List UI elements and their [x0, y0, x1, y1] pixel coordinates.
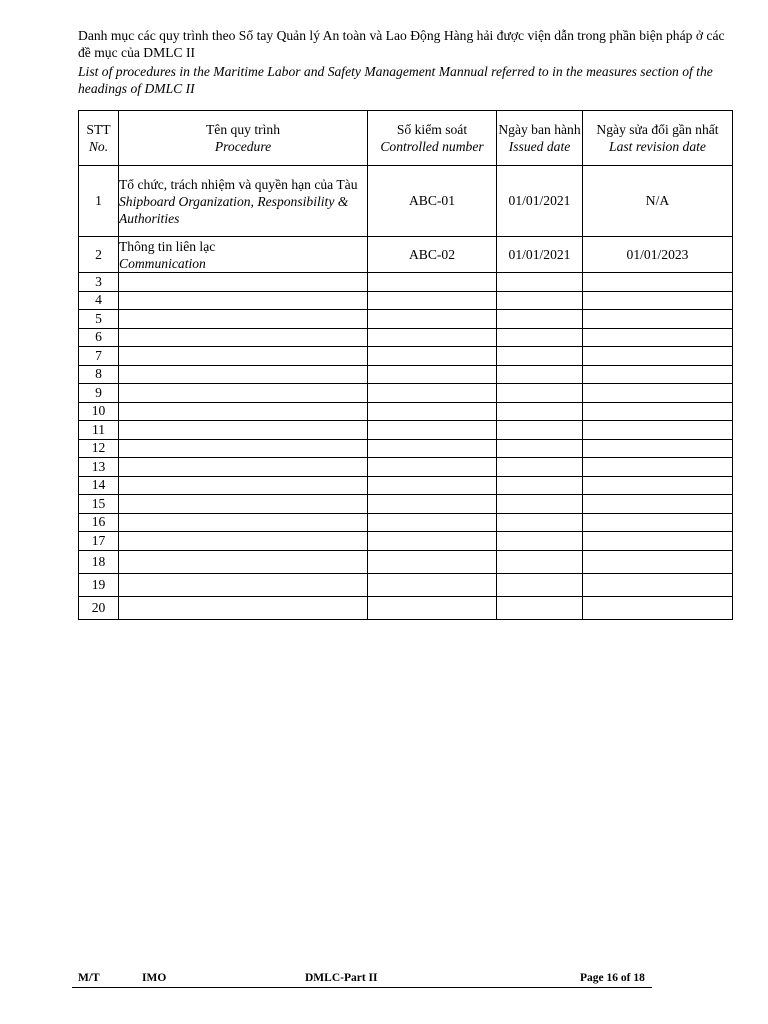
cell-last-revision-date: [583, 596, 733, 619]
table-row: [79, 573, 733, 596]
table-row: [79, 291, 733, 310]
cell-no: 8: [79, 365, 119, 384]
table-row: [79, 237, 733, 273]
cell-issued-date: [497, 365, 583, 384]
cell-procedure: [119, 513, 368, 532]
table-row: [79, 550, 733, 573]
cell-procedure: [119, 421, 368, 440]
cell-procedure-en: Shipboard Organization, Responsibility & Authorities: [119, 193, 349, 226]
footer-vessel-type: M/T: [78, 972, 100, 984]
cell-last-revision-date: [583, 384, 733, 403]
cell-no: 3: [79, 273, 119, 292]
table-row: [79, 458, 733, 477]
cell-last-revision-date: [583, 291, 733, 310]
cell-procedure: [119, 532, 368, 551]
header-controlled-number: [368, 111, 497, 166]
cell-last-revision-date: [583, 365, 733, 384]
cell-last-revision-date: [583, 495, 733, 514]
cell-last-revision-date: [583, 439, 733, 458]
cell-no: 11: [79, 421, 119, 440]
cell-issued-date: [497, 532, 583, 551]
cell-controlled-number: [368, 402, 497, 421]
cell-no: 19: [79, 573, 119, 596]
cell-controlled-number: [368, 347, 497, 366]
cell-last-revision-date: [583, 273, 733, 292]
cell-procedure: [119, 273, 368, 292]
cell-last-revision-date: [583, 328, 733, 347]
cell-controlled-number: [368, 439, 497, 458]
cell-no: 13: [79, 458, 119, 477]
cell-controlled-number: [368, 328, 497, 347]
table-row: [79, 166, 733, 237]
cell-no: 9: [79, 384, 119, 403]
cell-last-revision-date: 01/01/2023: [583, 237, 733, 273]
header-procedure-en: Procedure: [214, 139, 272, 154]
cell-procedure: [119, 328, 368, 347]
cell-no: 15: [79, 495, 119, 514]
cell-no: 2: [79, 237, 119, 273]
intro-vietnamese: Danh mục các quy trình theo Sổ tay Quản lý An toàn và Lao Động Hàng hải được viện dẫn trong phần biện pháp ở các đề mục của DMLC II: [78, 28, 725, 60]
cell-issued-date: [497, 347, 583, 366]
header-controlled-number-en: Controlled number: [380, 139, 484, 154]
intro-english: List of procedures in the Maritime Labor and Safety Management Mannual referred to in the measures section of the headings of DMLC II: [78, 64, 713, 96]
cell-no: 7: [79, 347, 119, 366]
cell-issued-date: 01/01/2021: [497, 166, 583, 237]
table-row: [79, 347, 733, 366]
cell-procedure: [119, 495, 368, 514]
table-row: [79, 310, 733, 329]
cell-procedure: [119, 347, 368, 366]
cell-no: 1: [79, 166, 119, 237]
cell-procedure: [119, 573, 368, 596]
cell-last-revision-date: [583, 573, 733, 596]
cell-issued-date: [497, 273, 583, 292]
cell-controlled-number: [368, 550, 497, 573]
cell-no: 18: [79, 550, 119, 573]
cell-controlled-number: [368, 495, 497, 514]
header-no: [79, 111, 119, 166]
cell-no: 10: [79, 402, 119, 421]
cell-issued-date: [497, 476, 583, 495]
cell-controlled-number: [368, 532, 497, 551]
cell-procedure: [119, 384, 368, 403]
footer-document: DMLC-Part II: [305, 972, 378, 984]
table-row: [79, 328, 733, 347]
cell-no: 4: [79, 291, 119, 310]
cell-controlled-number: [368, 476, 497, 495]
cell-procedure: [119, 476, 368, 495]
cell-last-revision-date: [583, 402, 733, 421]
cell-issued-date: [497, 310, 583, 329]
table-row: [79, 421, 733, 440]
cell-last-revision-date: [583, 476, 733, 495]
cell-last-revision-date: [583, 532, 733, 551]
cell-controlled-number: [368, 291, 497, 310]
cell-no: 12: [79, 439, 119, 458]
cell-controlled-number: [368, 596, 497, 619]
header-procedure-vi: Tên quy trình: [206, 122, 280, 137]
intro: [78, 27, 734, 97]
header-no-en: No.: [88, 139, 109, 154]
cell-controlled-number: [368, 384, 497, 403]
table-row: [79, 402, 733, 421]
cell-issued-date: [497, 573, 583, 596]
table-row: [79, 476, 733, 495]
cell-no: 17: [79, 532, 119, 551]
cell-controlled-number: [368, 573, 497, 596]
cell-last-revision-date: [583, 347, 733, 366]
cell-issued-date: [497, 495, 583, 514]
cell-no: 20: [79, 596, 119, 619]
cell-issued-date: [497, 596, 583, 619]
cell-issued-date: [497, 513, 583, 532]
header-issued-date-vi: Ngày ban hành: [498, 122, 581, 137]
cell-controlled-number: [368, 365, 497, 384]
cell-last-revision-date: [583, 513, 733, 532]
table-header-row: [79, 111, 733, 166]
table-row: [79, 384, 733, 403]
cell-procedure: [119, 310, 368, 329]
header-issued-date: [497, 111, 583, 166]
cell-no: 5: [79, 310, 119, 329]
header-issued-date-en: Issued date: [508, 139, 571, 154]
procedures-table: [78, 110, 733, 620]
cell-procedure-en: Communication: [119, 255, 206, 271]
cell-last-revision-date: [583, 458, 733, 477]
cell-controlled-number: [368, 310, 497, 329]
header-last-revision-date: [583, 111, 733, 166]
cell-issued-date: [497, 384, 583, 403]
cell-procedure: [119, 237, 368, 273]
cell-procedure: [119, 550, 368, 573]
cell-issued-date: [497, 291, 583, 310]
cell-issued-date: [497, 402, 583, 421]
cell-issued-date: 01/01/2021: [497, 237, 583, 273]
cell-no: 6: [79, 328, 119, 347]
header-controlled-number-vi: Số kiểm soát: [396, 122, 468, 137]
cell-issued-date: [497, 421, 583, 440]
cell-controlled-number: [368, 273, 497, 292]
cell-procedure: [119, 439, 368, 458]
cell-procedure-vi: Thông tin liên lạc: [119, 238, 216, 254]
cell-controlled-number: [368, 421, 497, 440]
cell-procedure: [119, 291, 368, 310]
cell-procedure-vi: Tổ chức, trách nhiệm và quyền hạn của Tàu: [119, 176, 358, 192]
cell-procedure: [119, 365, 368, 384]
cell-issued-date: [497, 550, 583, 573]
header-no-vi: STT: [86, 122, 111, 137]
cell-no: 16: [79, 513, 119, 532]
cell-issued-date: [497, 458, 583, 477]
cell-controlled-number: ABC-01: [368, 166, 497, 237]
footer-imo: IMO: [142, 972, 167, 984]
header-procedure: [119, 111, 368, 166]
table-row: [79, 495, 733, 514]
cell-no: 14: [79, 476, 119, 495]
table-row: [79, 532, 733, 551]
table-row: [79, 439, 733, 458]
cell-procedure: [119, 166, 368, 237]
header-last-revision-date-en: Last revision date: [609, 139, 706, 154]
cell-last-revision-date: [583, 550, 733, 573]
cell-issued-date: [497, 328, 583, 347]
cell-procedure: [119, 402, 368, 421]
cell-controlled-number: [368, 458, 497, 477]
cell-procedure: [119, 596, 368, 619]
cell-last-revision-date: [583, 310, 733, 329]
cell-last-revision-date: N/A: [583, 166, 733, 237]
table-row: [79, 596, 733, 619]
table-row: [79, 273, 733, 292]
table-row: [79, 365, 733, 384]
cell-controlled-number: [368, 513, 497, 532]
cell-procedure: [119, 458, 368, 477]
header-last-revision-date-vi: Ngày sửa đổi gần nhất: [596, 122, 719, 137]
footer-page-number: Page 16 of 18: [580, 972, 645, 984]
cell-last-revision-date: [583, 421, 733, 440]
table-row: [79, 513, 733, 532]
page-footer: [72, 971, 652, 988]
cell-issued-date: [497, 439, 583, 458]
cell-controlled-number: ABC-02: [368, 237, 497, 273]
